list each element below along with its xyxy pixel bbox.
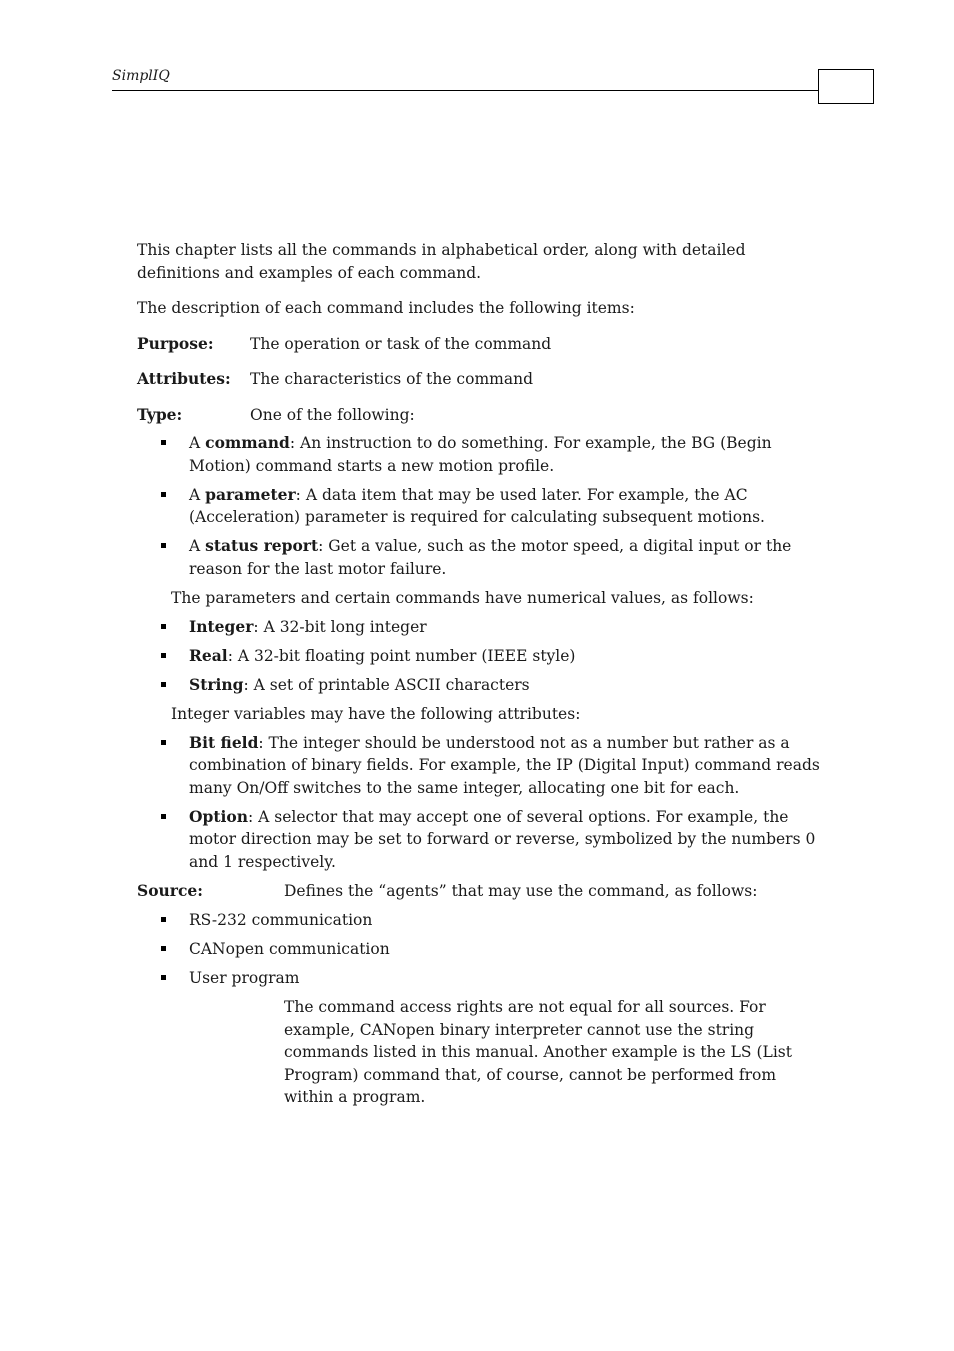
page-number-box xyxy=(818,69,874,104)
bullet-icon xyxy=(161,740,166,745)
definition-text: The operation or task of the command xyxy=(250,334,552,353)
value-list xyxy=(137,616,827,697)
definition-purpose xyxy=(137,333,827,356)
bullet-icon xyxy=(161,975,166,980)
values-intro: The parameters and certain commands have numerical values, as follows: xyxy=(171,588,754,607)
header-rule xyxy=(112,90,819,91)
list-item: CANopen communication xyxy=(137,938,827,961)
definition-term: Type: xyxy=(137,404,183,424)
list-item: RS-232 communication xyxy=(137,909,827,932)
attributes-intro: Integer variables may have the following attributes: xyxy=(171,704,581,723)
bullet-icon xyxy=(161,492,166,497)
bullet-icon xyxy=(161,946,166,951)
definition-term: Source: xyxy=(137,880,203,900)
page-header-title: SimplIQ xyxy=(112,68,170,84)
bullet-icon xyxy=(161,917,166,922)
intro-paragraph: The description of each command includes the following items: xyxy=(137,299,635,317)
definition-source xyxy=(137,880,827,903)
type-list xyxy=(137,432,827,580)
attribute-list xyxy=(137,732,827,874)
bullet-icon xyxy=(161,440,166,445)
list-item: String: A set of printable ASCII characters xyxy=(137,674,827,697)
list-item: A command: An instruction to do something. For example, the BG (Begin Motion) command starts a new motion profile. xyxy=(137,432,827,477)
intro-paragraph: This chapter lists all the commands in alphabetical order, along with detailed definitions and examples of each command. xyxy=(137,241,746,282)
bullet-icon xyxy=(161,624,166,629)
list-item: Real: A 32-bit floating point number (IEEE style) xyxy=(137,645,827,668)
source-list xyxy=(137,909,827,990)
definition-text: Defines the “agents” that may use the command, as follows: xyxy=(284,881,758,900)
list-item: A status report: Get a value, such as the motor speed, a digital input or the reason for the last motor failure. xyxy=(137,535,827,580)
list-item: Option: A selector that may accept one of several options. For example, the motor direction may be set to forward or reverse, symbolized by the numbers 0 and 1 respectively. xyxy=(137,806,827,874)
list-item: Bit field: The integer should be understood not as a number but rather as a combination of binary fields. For example, the IP (Digital Input) command reads many On/Off switches to the same integer, allocating one bit for each. xyxy=(137,732,827,800)
list-item: User program xyxy=(137,967,827,990)
definition-type xyxy=(137,404,827,427)
definition-term: Purpose: xyxy=(137,333,214,353)
source-note: The command access rights are not equal for all sources. For example, CANopen binary interpreter cannot use the string commands listed in this manual. Another example is the LS (List Program) command that, of course, cannot be performed from within a program. xyxy=(284,998,792,1106)
bullet-icon xyxy=(161,543,166,548)
bullet-icon xyxy=(161,653,166,658)
chapter-body xyxy=(137,239,827,1109)
bullet-icon xyxy=(161,814,166,819)
bullet-icon xyxy=(161,682,166,687)
list-item: A parameter: A data item that may be used later. For example, the AC (Acceleration) parameter is required for calculating subsequent motions. xyxy=(137,484,827,529)
definition-term: Attributes: xyxy=(137,369,231,388)
list-item: Integer: A 32-bit long integer xyxy=(137,616,827,639)
definition-text: One of the following: xyxy=(250,405,415,424)
definition-text: The characteristics of the command xyxy=(250,370,533,388)
definition-attributes xyxy=(137,368,827,391)
